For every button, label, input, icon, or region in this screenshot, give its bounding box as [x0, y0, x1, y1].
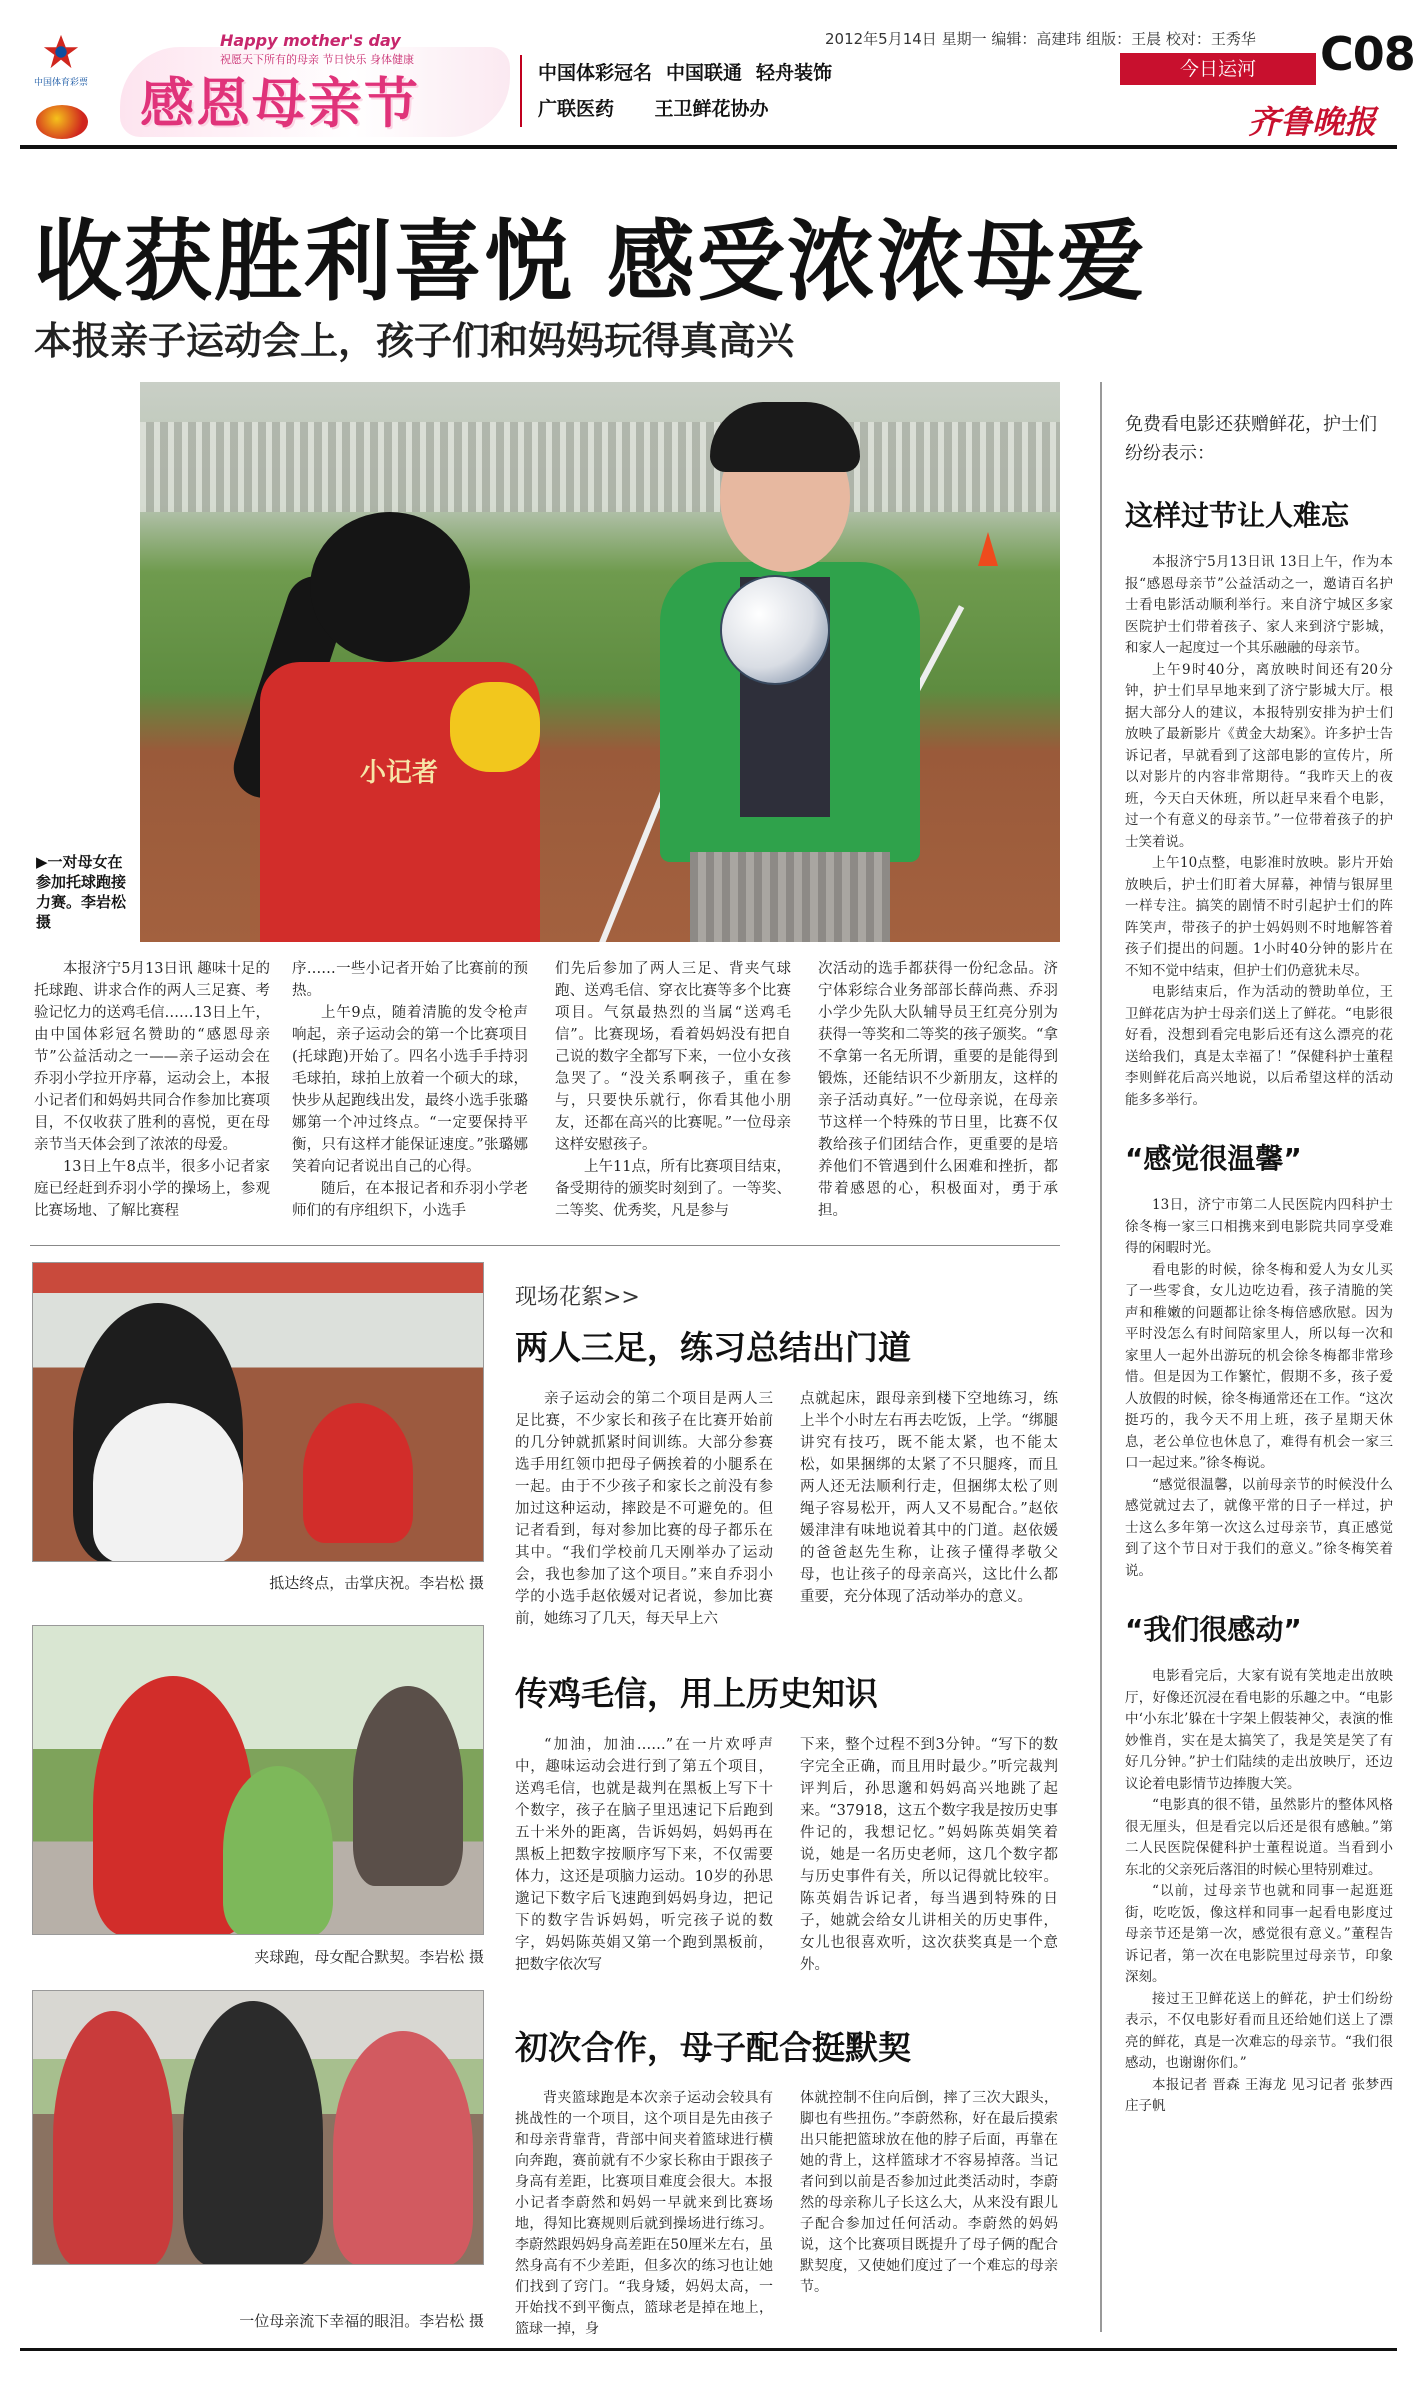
- sidebar-paragraph: 接过王卫鲜花送上的鲜花，护士们纷纷表示，不仅电影好看而且还给她们送上了漂亮的鲜花，真是一次难忘的母亲节。“我们很感动，也谢谢你们。”: [1125, 1990, 1393, 2071]
- story-paragraph: 亲子运动会的第二个项目是两人三足比赛，不少家长和孩子在比赛开始前的几分钟就抓紧时间训练。大部分参赛选手用红领巾把母子俩挨着的小腿系在一起。由于不少孩子和家长之前没有参加过这种运动，摔跤是不可避免的。但记者看到，每对参加比赛的母子都乐在其中。“我们学校前几天刚举办了运动会，我也参加了这个项目。”来自乔羽小学的小选手赵依媛对记者说，参加比赛前，她练习了几天，每天早上六: [515, 1391, 773, 1627]
- photo-caption: 一位母亲流下幸福的眼泪。李岩松 摄: [239, 2312, 484, 2330]
- sponsor-line-1: [538, 55, 860, 91]
- sidebar-intro: 免费看电影还获赠鲜花，护士们纷纷表示：: [1125, 414, 1377, 464]
- dateline: 2012年5月14日 星期一 编辑：高建玮 组版：王晨 校对：王秀华: [825, 30, 1256, 48]
- sidebar-heading: “感觉很温馨”: [1125, 1142, 1302, 1175]
- festival-banner: [100, 27, 520, 141]
- photo-mother: [610, 402, 1030, 942]
- sponsor: 王卫鲜花协办: [654, 98, 769, 120]
- festival-greeting: 祝愿天下所有的母亲 节日快乐 身体健康: [220, 53, 414, 66]
- article-paragraph: 随后，在本报记者和乔羽小学老师们的有序组织下，小选手: [292, 1181, 528, 1219]
- sidebar-paragraph: “感觉很温馨，以前母亲节的时候没什么感觉就过去了，就像平常的日子一样过，护士这么多年第一次这么过母亲节，真正感觉到了这个节日对于我们的意义。”徐冬梅笑着说。: [1125, 1476, 1393, 1579]
- photo-ball-carry: [32, 1625, 484, 1935]
- story-column: [800, 2088, 1058, 2298]
- story-title: 两人三足，练习总结出门道: [515, 1328, 911, 1367]
- sidebar-divider: [1100, 382, 1102, 2332]
- photo-high-five: [32, 1262, 484, 1562]
- article-paragraph: 上午11点，所有比赛项目结束，备受期待的颁奖时刻到了。一等奖、二等奖、优秀奖，凡是参与: [555, 1159, 791, 1219]
- story-paragraph: 体就控制不住向后倒，摔了三次大跟头，脚也有些扭伤。”李蔚然称，好在最后摸索出只能把篮球放在他的脖子后面，再靠在她的背上，这样篮球才不容易掉落。当记者问到以前是否参加过此类活动时，李蔚然的母亲称儿子长这么大，从来没有跟儿子配合参加过任何活动。李蔚然的妈妈说，这个比赛项目既提升了母子俩的配合默契度，又使她们度过了一个难忘的母亲节。: [800, 2090, 1058, 2295]
- photo-girl: [200, 512, 540, 942]
- photo-mother-tears: [32, 1990, 484, 2265]
- article-column-3: [555, 958, 791, 1222]
- girl-sleeve: [450, 682, 540, 772]
- article-column-2: [292, 958, 528, 1222]
- ball-icon: [720, 575, 830, 685]
- newspaper-name: 齐鲁晚报: [1248, 103, 1377, 141]
- vest-text: 小记者: [360, 758, 439, 788]
- article-column-1: [34, 958, 270, 1222]
- main-photo: [140, 382, 1060, 942]
- article-paragraph: 序……一些小记者开始了比赛前的预热。: [292, 961, 528, 999]
- masthead: [30, 25, 1415, 143]
- photo-caption: 夹球跑，母女配合默契。李岩松 摄: [254, 1948, 484, 1966]
- sidebar-paragraph: 电影结束后，作为活动的赞助单位，王卫鲜花店为护士母亲们送上了鲜花。“电影很好看，没想到看完电影后还有这么漂亮的花送给我们，真是太幸福了！”保健科护士董程李则鲜花后高兴地说，以后希望这样的活动能多多举行。: [1125, 984, 1393, 1108]
- photo-figure: [93, 1403, 243, 1562]
- sidebar-section-text: [1125, 1666, 1393, 2118]
- photo-caption: 抵达终点，击掌庆祝。李岩松 摄: [269, 1574, 484, 1592]
- sidebar-paragraph: 上午9时40分，离放映时间还有20分钟，护士们早早地来到了济宁影城大厅。根据大部分人的建议，本报特别安排为护士们放映了最新影片《黄金大劫案》。许多护士告诉记者，早就看到了这部电影的宣传片，所以对影片的内容非常期待。“我昨天上的夜班，今天白天休班，所以赶早来看个电影，过一个有意义的母亲节。”一位带着孩子的护士笑着说。: [1125, 661, 1393, 850]
- star-icon: [42, 33, 80, 71]
- sidebar-paragraph: 上午10点整，电影准时放映。影片开始放映后，护士们盯着大屏幕，神情与银屏里一样专注。搞笑的剧情不时引起护士们的阵阵笑声，带孩子的护士妈妈则不时地解答着孩子们提出的问题。1小时40分钟的影片在不知不觉中结束，但护士们仍意犹未尽。: [1125, 855, 1393, 979]
- mother-pants: [690, 852, 890, 942]
- story-paragraph: “加油，加油……”在一片欢呼声中，趣味运动会进行到了第五个项目，送鸡毛信，也就是裁判在黑板上写下十个数字，孩子在脑子里迅速记下后跑到五十米外的距离，告诉妈妈，妈妈再在黑板上把数字按顺序写下来，不仅需要体力，这还是项脑力运动。10岁的孙思邈记下数字后飞速跑到妈妈身边，把记下的数字告诉妈妈，听完孩子说的数字，妈妈陈英娟又第一个跑到黑板前，把数字依次写: [515, 1737, 773, 1973]
- sponsor: 轻舟装饰: [756, 62, 833, 84]
- section-kicker: 现场花絮>>: [515, 1285, 640, 1310]
- page-number: C08: [1320, 27, 1415, 81]
- photo-figure: [303, 1403, 413, 1543]
- article-paragraph: 次活动的选手都获得一份纪念品。济宁体彩综合业务部部长薛尚燕、乔羽小学少先队大队辅导员王红亮分别为获得一等奖和二等奖的孩子颁奖。“拿不拿第一名无所谓，重要的是能得到锻炼，还能结识不少新朋友，这样的亲子活动真好。”一位母亲说，在母亲节这样一个特殊的节日里，比赛不仅教给孩子们团结合作，更重要的是培养他们不管遇到什么困难和挫折，都带着感恩的心，积极面对，勇于承担。: [818, 961, 1058, 1219]
- festival-english-title: Happy mother's day: [220, 31, 401, 50]
- sponsor: 中国体彩冠名: [538, 62, 653, 84]
- sidebar-paragraph: 电影看完后，大家有说有笑地走出放映厅，好像还沉浸在看电影的乐趣之中。“电影中‘小东北’躲在十字架上假装神父，表演的惟妙惟肖，实在是太搞笑了，我是笑是笑了有好几分钟。”护士们陆续的走出放映厅，还边议论着电影情节边捧腹大笑。: [1125, 1668, 1393, 1792]
- section-label: 今日运河: [1120, 53, 1316, 85]
- photo-figure: [353, 1686, 463, 1886]
- sponsor: 中国联通: [666, 62, 743, 84]
- article-paragraph: 们先后参加了两人三足、背夹气球跑、送鸡毛信、穿衣比赛等多个比赛项目。气氛最热烈的当属“送鸡毛信”。比赛现场，看着妈妈没有把自己说的数字全都写下来，一位小女孩急哭了。“没关系啊孩子，重在参与，只要快乐就行，你看其他小朋友，还都在高兴的比赛呢。”一位母亲这样安慰孩子。: [555, 961, 791, 1153]
- sidebar-heading: “我们很感动”: [1125, 1613, 1302, 1646]
- lottery-logo: [30, 25, 92, 143]
- sport-logo-icon: [36, 105, 88, 139]
- sidebar-paragraph: 本报济宁5月13日讯 13日上午，作为本报“感恩母亲节”公益活动之一，邀请百名护士看电影活动顺利举行。来自济宁城区多家医院护士们带着孩子、家人来到济宁影城，和家人一起度过一个其乐融融的母亲节。: [1125, 554, 1393, 656]
- story-column: [515, 1388, 773, 1630]
- masthead-rule: [20, 145, 1397, 149]
- section-divider: [30, 1245, 1060, 1246]
- sidebar-paragraph: 看电影的时候，徐冬梅和爱人为女儿买了一些零食，女儿边吃边看，孩子清脆的笑声和稚嫩的问题都让徐冬梅倍感欣慰。因为平时没怎么有时间陪家里人，所以每一次和家里人一起外出游玩的机会徐冬梅都非常珍惜。但是因为工作繁忙，假期不多，孩子爱人放假的时候，徐冬梅通常还在工作。“这次挺巧的，我今天不用上班，孩子星期天休息，老公单位也休息了，难得有机会一家三口一起过来。”徐冬梅说。: [1125, 1261, 1393, 1471]
- headline: 收获胜利喜悦 感受浓浓母爱: [34, 210, 1147, 313]
- story-column: [515, 2088, 773, 2340]
- main-photo-caption: ▶一对母女在参加托球跑接力赛。李岩松 摄: [36, 853, 127, 931]
- article-paragraph: 上午9点，随着清脆的发令枪声响起，亲子运动会的第一个比赛项目(托球跑)开始了。四名小选手手持羽毛球拍，球拍上放着一个硕大的球，快步从起跑线出发，最终小选手张璐娜第一个冲过终点。“一定要保持平衡，只有这样才能保证速度。”张璐娜笑着向记者说出自己的心得。: [292, 1005, 528, 1175]
- girl-head: [310, 512, 470, 662]
- sidebar-paragraph: 13日，济宁市第二人民医院内四科护士徐冬梅一家三口相携来到电影院共同享受难得的闲暇时光。: [1125, 1197, 1393, 1256]
- sidebar-paragraph: “电影真的很不错，虽然影片的整体风格很无厘头，但是看完以后还是很有感触。”第二人民医院保健科护士董程说道。当看到小东北的父亲死后落泪的时候心里特别难过。: [1125, 1797, 1393, 1878]
- sponsor-list: [520, 55, 860, 127]
- story-column: [800, 1388, 1058, 1608]
- sidebar-section-text: [1125, 552, 1393, 1111]
- story-paragraph: 点就起床，跟母亲到楼下空地练习，练上半个小时左右再去吃饭，上学。“绑腿讲究有技巧，既不能太紧，也不能太松，如果捆绑的太紧了不只腿疼，而且两人还无法顺利行走，但捆绑太松了则绳子容易松开，两人又不易配合。”赵依媛津津有味地说着其中的门道。赵依媛的爸爸赵先生称，让孩子懂得孝敬父母，也让孩子的母亲高兴，这比什么都重要，充分体现了活动举办的意义。: [800, 1391, 1058, 1605]
- sidebar-paragraph: “以前，过母亲节也就和同事一起逛逛街，吃吃饭，像这样和同事一起看电影度过母亲节还是第一次，感觉很有意义。”董程告诉记者，第一次在电影院里过母亲节，印象深刻。: [1125, 1883, 1393, 1985]
- photo-figure: [53, 2011, 173, 2265]
- sidebar-heading: 这样过节让人难忘: [1125, 499, 1350, 532]
- story-paragraph: 背夹篮球跑是本次亲子运动会较具有挑战性的一个项目，这个项目是先由孩子和母亲背靠背，背部中间夹着篮球进行横向奔跑，赛前就有不少家长称由于跟孩子身高有差距，比赛项目难度会很大。本报小记者李蔚然和妈妈一早就来到比赛场地，得知比赛规则后就到操场进行练习。李蔚然跟妈妈身高差距在50厘米左右，虽然身高有不少差距，但多次的练习也让她们找到了窍门。“我身矮，妈妈太高，一开始找不到平衡点，篮球老是掉在地上，篮球一掉，身: [515, 2090, 773, 2337]
- sponsor: 广联医药: [538, 98, 615, 120]
- story-title: 初次合作，母子配合挺默契: [515, 2028, 911, 2067]
- article-column-4: [818, 958, 1058, 1222]
- story-paragraph: 下来，整个过程不到3分钟。“写下的数字完全正确，而且用时最少。”听完裁判评判后，孙思邈和妈妈高兴地跳了起来。“37918，这五个数字我是按历史事件记的，我想记忆。”妈妈陈英娟笑着说，她是一名历史老师，这几个数字都与历史事件有关，所以记得就比较牢。陈英娟告诉记者，每当遇到特殊的日子，她就会给女儿讲相关的历史事件，女儿也很喜欢听，这次获奖真是一个意外。: [800, 1737, 1058, 1973]
- story-title: 传鸡毛信，用上历史知识: [515, 1674, 878, 1713]
- bottom-rule: [20, 2348, 1397, 2351]
- photo-figure: [223, 1766, 333, 1935]
- mother-hair: [710, 402, 860, 472]
- subheadline: 本报亲子运动会上，孩子们和妈妈玩得真高兴: [34, 319, 795, 363]
- lottery-name: 中国体育彩票: [33, 78, 88, 88]
- article-paragraph: 13日上午8点半，很多小记者家庭已经赶到乔羽小学的操场上，参观比赛场地、了解比赛程: [34, 1159, 270, 1219]
- story-column: [515, 1734, 773, 1976]
- story-column: [800, 1734, 1058, 1976]
- photo-figure: [333, 2031, 473, 2265]
- article-paragraph: 本报济宁5月13日讯 趣味十足的托球跑、讲求合作的两人三足赛、考验记忆力的送鸡毛信……13日上午，由中国体彩冠名赞助的“感恩母亲节”公益活动之一——亲子运动会在乔羽小学拉开序幕，运动会上，本报小记者们和妈妈共同合作参加比赛项目，不仅收获了胜利的喜悦，更在母亲节当天体会到了浓浓的母爱。: [34, 961, 270, 1153]
- photo-figure: [183, 2001, 323, 2265]
- sidebar-byline: 本报记者 晋森 王海龙 见习记者 张梦西 庄子帆: [1125, 2076, 1393, 2114]
- sidebar-story: [1125, 410, 1393, 2118]
- festival-title: 感恩母亲节: [140, 71, 420, 135]
- sidebar-section-text: [1125, 1195, 1393, 1582]
- sponsor-line-2: [538, 91, 860, 127]
